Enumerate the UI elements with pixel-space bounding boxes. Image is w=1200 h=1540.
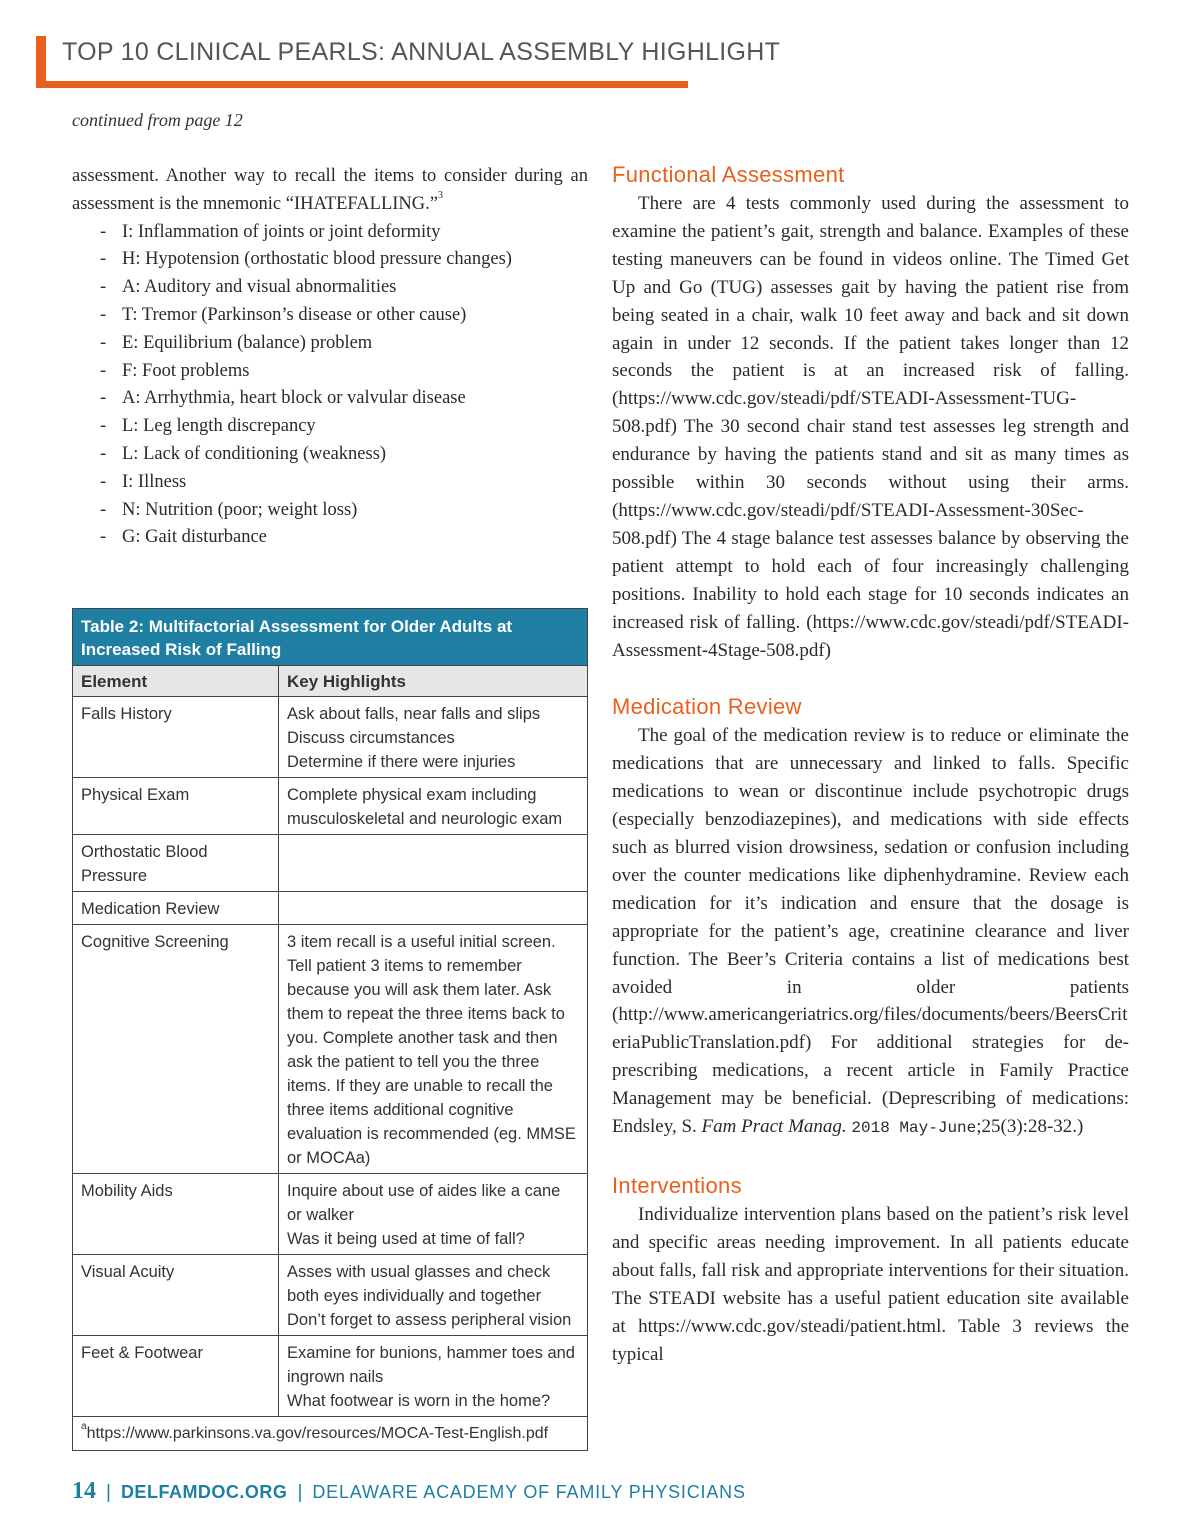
mnemonic-item: - A: Auditory and visual abnormalities: [100, 274, 588, 302]
row-element: Falls History: [73, 697, 279, 778]
row-highlights: Inquire about use of aides like a cane or walker Was it being used at time of fall?: [279, 1174, 588, 1255]
left-column: [72, 163, 588, 552]
page-footer: [72, 1478, 746, 1505]
table-row: [73, 925, 588, 1174]
table-row: [73, 835, 588, 892]
journal-name: Fam Pract Manag.: [701, 1116, 847, 1138]
mnemonic-list: [100, 219, 588, 553]
mnemonic-item: - H: Hypotension (orthostatic blood pressure changes): [100, 246, 588, 274]
intro-text: assessment. Another way to recall the items to consider during an assessment is the mnemonic “IHATEFALLING.”: [72, 166, 588, 214]
row-highlights: [279, 892, 588, 925]
table-caption: Table 2: Multifactorial Assessment for Older Adults at Increased Risk of Falling: [73, 609, 588, 666]
table-row: [73, 1336, 588, 1417]
medication-review-text: The goal of the medication review is to reduce or eliminate the medications that are unnecessary and linked to falls. Specific medications to wean or discontinue include psychotropic drugs (especially benzodiazepines), and medications with side effects such as blurred vision drowsiness, sedation or confusion including over the counter medications like diphenhydramine. Review each medication for it’s indication and ensure that the dosage is appropriate for the patient’s age, creatinine clearance and liver function. The Beer’s Criteria contains a list of medications best avoided in older patients (http://www.americangeriatrics.org/files/documents/beers/BeersCriteriaPublicTranslation.pdf) For additional strategies for de-prescribing medications, a recent article in Family Practice Management may be beneficial. (Deprescribing of medications: Endsley, S.: [612, 725, 1129, 1138]
citation-date: 2018 May-June: [851, 1119, 977, 1138]
row-element: Physical Exam: [73, 778, 279, 835]
table-row: [73, 1174, 588, 1255]
mnemonic-item: - T: Tremor (Parkinson’s disease or other cause): [100, 302, 588, 330]
medication-review-body: [612, 722, 1129, 1143]
mnemonic-item: - F: Foot problems: [100, 358, 588, 386]
citation-end: ;25(3):28-32.): [976, 1116, 1084, 1138]
assessment-table: [72, 608, 588, 1451]
table-footnote: [73, 1417, 588, 1451]
footer-separator: |: [297, 1482, 303, 1503]
mnemonic-item: - I: Inflammation of joints or joint deformity: [100, 219, 588, 247]
interventions-heading: Interventions: [612, 1173, 742, 1198]
footnote-link[interactable]: https://www.parkinsons.va.gov/resources/MOCA-Test-English.pdf: [86, 1425, 549, 1442]
mnemonic-item: - A: Arrhythmia, heart block or valvular disease: [100, 385, 588, 413]
mnemonic-item: - L: Lack of conditioning (weakness): [100, 441, 588, 469]
interventions-body: Individualize intervention plans based on the patient’s risk level and specific areas needing improvement. In all patients educate about falls, fall risk and appropriate interventions for their situation. The STEADI website has a useful patient education site available at https://www.cdc.gov/steadi/patient.html. Table 3 reviews the typical: [612, 1204, 1129, 1365]
functional-assessment-body: There are 4 tests commonly used during the assessment to examine the patient’s gait, strength and balance. Examples of these testing maneuvers can be found in videos online. The Timed Get Up and Go (TUG) assesses gait by having the patient rise from being seated in a chair, walk 10 feet away and back and sit down again in under 12 seconds. If the patient takes longer than 12 seconds the patient is at an increased risk of falling. (https://www.cdc.gov/steadi/pdf/STEADI-Assessment-TUG-508.pdf) The 30 second chair stand test assesses leg strength and endurance by having the patients stand and sit as many times as possible within 30 seconds without using their arms. (https://www.cdc.gov/steadi/pdf/STEADI-Assessment-30Sec-508.pdf) The 4 stage balance test assesses balance by observing the patient attempt to hold each of four increasingly challenging positions. Inability to hold each stage for 10 seconds indicates an increased risk of falling. (https://www.cdc.gov/steadi/pdf/STEADI-Assessment-4Stage-508.pdf): [612, 193, 1129, 661]
column-header-element: Element: [73, 666, 279, 697]
mnemonic-item: - I: Illness: [100, 469, 588, 497]
mnemonic-item: - L: Leg length discrepancy: [100, 413, 588, 441]
row-highlights: 3 item recall is a useful initial screen. Tell patient 3 items to remember because you will ask them later. Ask them to repeat the three items back to you. Complete another task and then ask the patient to tell you the three items. If they are unable to recall the three items additional cognitive evaluation is recommended (eg. MMSE or MOCAa): [279, 925, 588, 1174]
mnemonic-item: - E: Equilibrium (balance) problem: [100, 330, 588, 358]
row-highlights: [279, 835, 588, 892]
page-number: 14: [72, 1478, 96, 1504]
continued-note: continued from page 12: [72, 110, 243, 130]
table-row: [73, 892, 588, 925]
column-header-highlights: Key Highlights: [279, 666, 588, 697]
row-element: Orthostatic Blood Pressure: [73, 835, 279, 892]
footer-site-link[interactable]: DELFAMDOC.ORG: [120, 1482, 288, 1502]
page-title: TOP 10 CLINICAL PEARLS: ANNUAL ASSEMBLY HIGHLIGHT: [62, 38, 781, 66]
table-row: [73, 778, 588, 835]
functional-assessment-heading: Functional Assessment: [612, 162, 845, 187]
table-row: [73, 697, 588, 778]
row-element: Mobility Aids: [73, 1174, 279, 1255]
medication-review-heading: Medication Review: [612, 694, 802, 720]
row-element: Medication Review: [73, 892, 279, 925]
intro-paragraph: [72, 163, 588, 219]
row-element: Visual Acuity: [73, 1255, 279, 1336]
row-highlights: Examine for bunions, hammer toes and ingrown nails What footwear is worn in the home?: [279, 1336, 588, 1417]
row-element: Feet & Footwear: [73, 1336, 279, 1417]
row-highlights: Ask about falls, near falls and slips Discuss circumstances Determine if there were injuries: [279, 697, 588, 778]
right-column: [612, 160, 1129, 1368]
footer-org-name: DELAWARE ACADEMY OF FAMILY PHYSICIANS: [312, 1482, 746, 1502]
mnemonic-item: - N: Nutrition (poor; weight loss): [100, 497, 588, 525]
header-underline: [36, 81, 688, 88]
footer-separator: |: [106, 1482, 111, 1503]
row-element: Cognitive Screening: [73, 925, 279, 1174]
table-row: [73, 1255, 588, 1336]
footnote-mark: a: [81, 1421, 87, 1432]
row-highlights: Complete physical exam including musculoskeletal and neurologic exam: [279, 778, 588, 835]
intro-ref: 3: [437, 189, 443, 201]
row-highlights: Asses with usual glasses and check both eyes individually and together Don’t forget to assess peripheral vision: [279, 1255, 588, 1336]
mnemonic-item: - G: Gait disturbance: [100, 524, 588, 552]
